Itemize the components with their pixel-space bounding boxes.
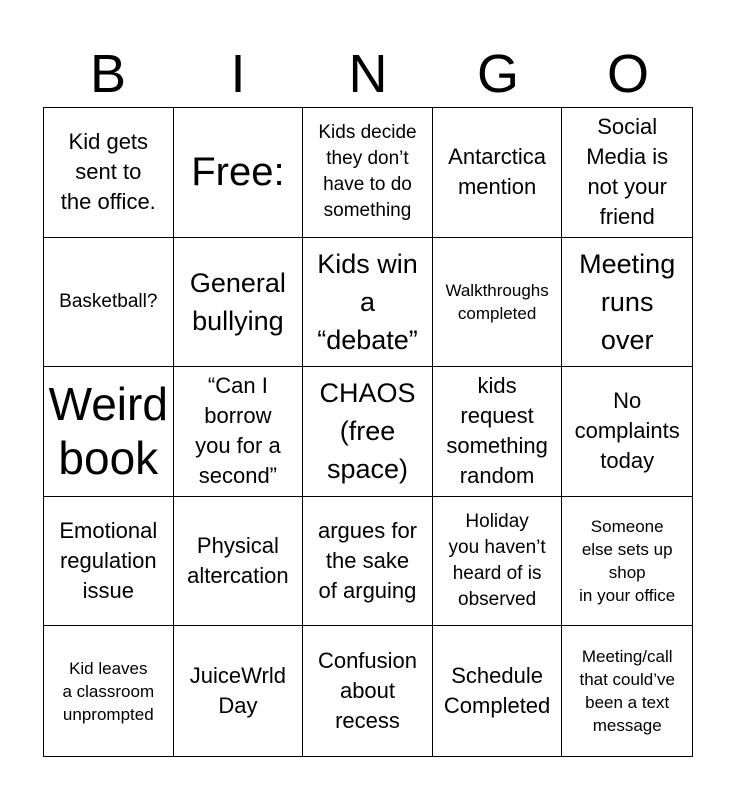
header-letter-b: B <box>89 44 127 104</box>
bingo-cell-r2c5[interactable]: Meeting runs over <box>562 238 692 368</box>
bingo-cell-r4c2[interactable]: Physical altercation <box>174 497 304 627</box>
bingo-cell-r2c4[interactable]: Walkthroughs completed <box>433 238 563 368</box>
bingo-cell-r5c2[interactable]: JuiceWrld Day <box>174 626 304 756</box>
bingo-cell-r5c3[interactable]: Confusion about recess <box>303 626 433 756</box>
bingo-cell-r3c4[interactable]: kids request something random <box>433 367 563 497</box>
bingo-cell-r4c1[interactable]: Emotional regulation issue <box>44 497 174 627</box>
bingo-cell-r5c1[interactable]: Kid leaves a classroom unprompted <box>44 626 174 756</box>
bingo-cell-r1c3[interactable]: Kids decide they don’t have to do something <box>303 108 433 238</box>
header-letter-g: G <box>476 44 519 104</box>
bingo-cell-r5c5[interactable]: Meeting/call that could’ve been a text message <box>579 647 675 736</box>
bingo-cell-r1c2[interactable]: Free: <box>174 108 304 238</box>
bingo-cell-r2c1[interactable]: Basketball? <box>44 238 174 368</box>
bingo-cell-r5c4[interactable]: Schedule Completed <box>433 626 563 756</box>
bingo-cell-r1c4[interactable]: Antarctica mention <box>433 108 563 238</box>
bingo-header <box>43 40 693 108</box>
header-letter-n: N <box>348 44 388 104</box>
bingo-cell-r2c3[interactable]: Kids win a “debate” <box>303 238 433 368</box>
header-letter-i: I <box>230 44 246 104</box>
bingo-cell-r4c5[interactable]: Someone else sets up shop in your office <box>562 497 692 627</box>
bingo-card <box>43 107 693 757</box>
bingo-cell-r4c4[interactable]: Holiday you haven’t heard of is observed <box>433 497 563 627</box>
bingo-cell-r4c3[interactable]: argues for the sake of arguing <box>303 497 433 627</box>
bingo-cell-r1c5[interactable]: Social Media is not your friend <box>562 108 692 238</box>
header-letter-o: O <box>606 44 649 104</box>
bingo-cell-r1c1[interactable]: Kid gets sent to the office. <box>44 108 174 238</box>
bingo-cell-r3c2[interactable]: “Can I borrow you for a second” <box>174 367 304 497</box>
bingo-cell-r3c1[interactable]: Weird book <box>44 367 174 497</box>
bingo-cell-r3c5[interactable]: No complaints today <box>562 367 692 497</box>
bingo-cell-r3c3[interactable]: CHAOS (free space) <box>303 367 433 497</box>
bingo-cell-r2c2[interactable]: General bullying <box>174 238 304 368</box>
